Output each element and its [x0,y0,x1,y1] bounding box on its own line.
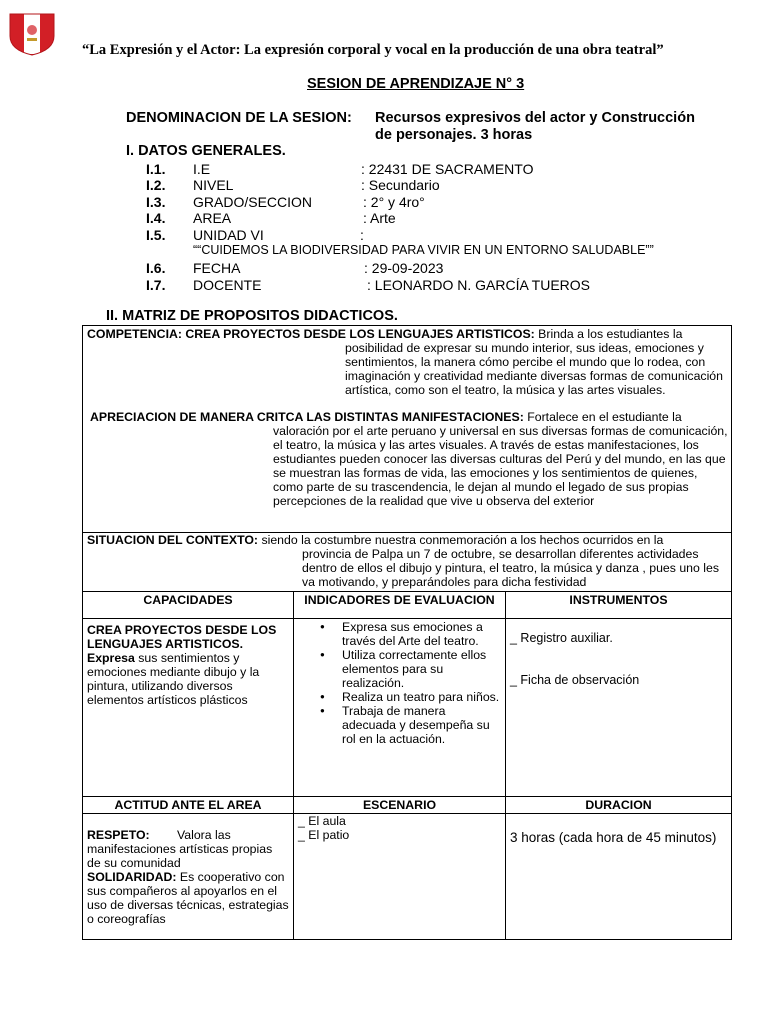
competencia-label: COMPETENCIA: CREA PROYECTOS DESDE LOS LENGUAJES ARTISTICOS: [87,327,535,341]
dato-value: : LEONARDO N. GARCÍA TUEROS [367,277,591,293]
respeto-desc: Valora las manifestaciones artísticas propias de su comunidad [87,828,276,870]
indicador-item: ● Utiliza correctamente ellos elementos para su realización. [342,648,501,690]
dato-num: I.3. [146,194,166,210]
header-capacidades: CAPACIDADES [83,592,294,619]
duracion-cell: 3 horas (cada hora de 45 minutos) [506,814,732,940]
dato-value: : [360,227,364,243]
apreciacion-text: valoración por el arte peruano y universal en sus diversas formas de comunicación, el teatro, la música y las artes visuales. A través de estas manifestaciones, los estudiantes pueden conocer las diversas culturas del Perú y del mundo, en las que se muestran las formas de vida, las emociones y los sentimientos de quienes, como parte de su trascendencia, le dejan al mundo el legado de sus propias percepciones de la realidad que vive u observa del exterior [273,424,728,508]
actitud-cell [83,814,294,940]
document-quote-title: “La Expresión y el Actor: La expresión corporal y vocal en la producción de una obra teatral” [82,42,664,58]
escenario-item: _ El patio [298,828,350,842]
denominacion-value [375,110,735,144]
dato-value: : Secundario [361,177,440,193]
section-datos-generales-heading: I. DATOS GENERALES. [126,143,286,159]
indicador-item: ● Realiza un teatro para niños. [342,690,501,704]
indicador-item: ● Expresa sus emociones a través del Arte del teatro. [342,620,501,648]
indicadores-cell [294,619,506,797]
school-shield-logo [8,12,56,56]
session-title: SESION DE APRENDIZAJE N° 3 [307,76,525,92]
dato-num: I.6. [146,260,166,276]
situacion-block [87,533,727,547]
header-indicadores: INDICADORES DE EVALUACION [294,592,506,619]
indicadores-list [298,620,501,746]
competencia-block [87,327,727,341]
dato-value: : 2° y 4ro° [363,194,425,210]
dato-value: : 22431 DE SACRAMENTO [361,161,534,177]
dato-label: DOCENTE [193,277,262,293]
header-instrumentos: INSTRUMENTOS [506,592,732,619]
indicador-item: ● Trabaja de manera adecuada y desempeña su rol en la actuación. [342,704,501,746]
apreciacion-text-first: Fortalece en el estudiante la [527,410,682,424]
denominacion-line-2: de personajes. 3 horas [375,127,533,143]
apreciacion-label: APRECIACION DE MANERA CRITCA LAS DISTINTAS MANIFESTACIONES: [90,410,524,424]
competencia-text-first: Brinda a los estudiantes la [538,327,683,341]
instrumento-item: _ Ficha de observación [510,673,640,687]
header-duracion: DURACION [506,797,732,814]
situacion-text-first: siendo la costumbre nuestra conmemoración a los hechos ocurridos en la [261,533,664,547]
denominacion-line-1: Recursos expresivos del actor y Construcción [375,110,695,126]
dato-num: I.5. [146,227,166,243]
solidaridad-text [87,870,289,926]
situacion-text: provincia de Palpa un 7 de octubre, se desarrollan diferentes actividades dentro de ellos el dibujo y pintura, el teatro, la música y danza , pues uno les va motivando, y preparándoles para dicha festividad [302,547,719,589]
dato-label: I.E [193,161,211,177]
dato-label: NIVEL [193,177,234,193]
dato-value: : 29-09-2023 [364,260,444,276]
escenario-item: _ El aula [298,814,346,828]
dato-label: FECHA [193,260,241,276]
denominacion-label: DENOMINACION DE LA SESION: [126,110,352,126]
dato-value: : Arte [363,210,396,226]
dato-label: AREA [193,210,232,226]
instrumentos-cell [506,619,732,797]
respeto-text [87,828,289,870]
instrumento-item: _ Registro auxiliar. [510,631,613,645]
capacidad-verb: Expresa [87,651,135,665]
dato-num: I.2. [146,177,166,193]
competencia-text: posibilidad de expresar su mundo interior, sus ideas, emociones y sentimientos, la manera cómo percibe el mundo que lo rodea, con imaginación y creatividad mediante diversas formas de comunicación artística, como son el teatro, la música y las artes visuales. [345,341,723,397]
dato-label: GRADO/SECCION [193,194,313,210]
dato-num: I.1. [146,161,166,177]
header-escenario: ESCENARIO [294,797,506,814]
dato-num: I.7. [146,277,166,293]
header-actitud: ACTITUD ANTE EL AREA [83,797,294,814]
escenario-cell [294,814,506,940]
capacidad-description [87,651,289,707]
capacidad-text: sus sentimientos y emociones mediante dibujo y la pintura, utilizando diversos elementos artísticos plásticos [87,651,260,707]
dato-label: UNIDAD VI [193,227,264,243]
dato-num: I.4. [146,210,166,226]
unidad-title: ““CUIDEMOS LA BIODIVERSIDAD PARA VIVIR EN UN ENTORNO SALUDABLE”” [193,243,654,257]
situacion-label: SITUACION DEL CONTEXTO: [87,533,259,547]
competencia-cell [83,326,732,533]
solidaridad-desc: Es cooperativo con sus compañeros al apoyarlos en el uso de diversas técnicas, estrategias o coreografías [87,870,289,926]
matriz-table [82,325,732,940]
apreciacion-block [90,410,730,424]
section-matriz-heading: II. MATRIZ DE PROPOSITOS DIDACTICOS. [106,308,398,324]
respeto-label: RESPETO: [87,828,150,842]
capacidad-cell [83,619,294,797]
solidaridad-label: SOLIDARIDAD: [87,870,177,884]
capacidad-title: CREA PROYECTOS DESDE LOS LENGUAJES ARTISTICOS. [87,623,277,651]
situacion-cell [83,533,732,592]
